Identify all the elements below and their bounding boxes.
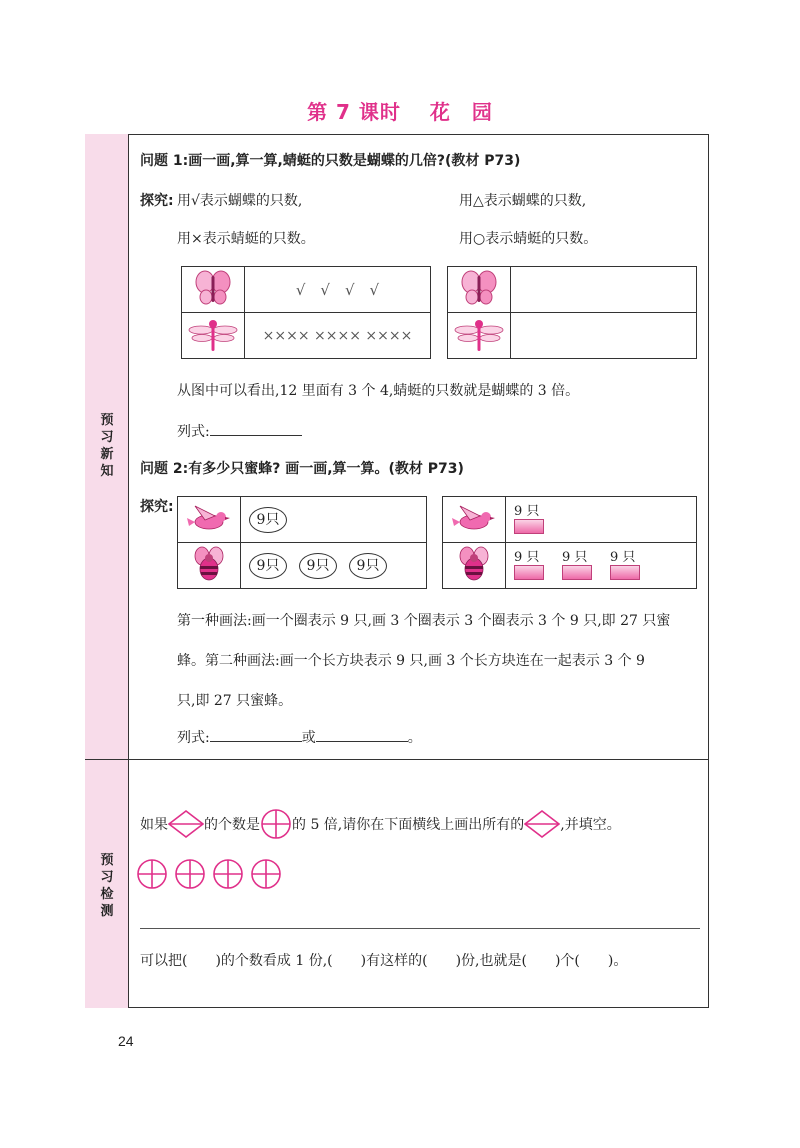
q1-answer-table	[447, 266, 697, 359]
q1-hint-checks: 用√表示蝴蝶的只数,	[177, 193, 303, 209]
oval-9: 9只	[299, 553, 337, 579]
oval-9: 9只	[249, 507, 287, 533]
drawing-line[interactable]	[140, 928, 700, 929]
q2-method-line2: 蜂。第二种画法:画一个长方块表示 9 只,画 3 个长方块连在一起表示 3 个 9	[177, 653, 645, 669]
circle-cross-icon	[174, 858, 206, 890]
bee-oval-cell	[241, 543, 427, 589]
bee-block-cell: 9 只 9 只 9 只	[506, 543, 697, 589]
triangle-drawing-area[interactable]	[511, 267, 697, 313]
bird-oval-cell	[241, 497, 427, 543]
bird-cell	[443, 497, 506, 543]
q1-hint-triangles: 用△表示蝴蝶的只数,	[459, 193, 587, 209]
oval-9: 9只	[349, 553, 387, 579]
circle-cross-icon	[136, 858, 168, 890]
block-9	[562, 565, 592, 580]
q2-formula-blank-1[interactable]	[210, 726, 302, 742]
bird-cell	[178, 497, 241, 543]
checks-cell: √ √ √ √	[245, 267, 431, 313]
page-title: 第 7 课时 花 园	[307, 100, 493, 124]
q1-formula: 列式:	[177, 420, 302, 441]
block-9	[514, 519, 544, 534]
q2-method-line1: 第一种画法:画一个圈表示 9 只,画 3 个圈表示 3 个圈表示 3 个 9 只,即 27 只蜜	[177, 613, 671, 629]
q1-hint-circles: 用○表示蜻蜓的只数。	[459, 231, 598, 247]
diamond-icon	[524, 810, 560, 838]
bird-icon	[450, 500, 498, 536]
oval-9: 9只	[249, 553, 287, 579]
dragonfly-cell	[448, 313, 511, 359]
bee-icon	[454, 544, 494, 584]
q2-formula: 列式: 或 。	[177, 726, 422, 747]
butterfly-icon	[191, 268, 235, 308]
block-9	[514, 565, 544, 580]
page-number: 24	[118, 1033, 134, 1049]
bee-cell	[178, 543, 241, 589]
circle-drawing-area[interactable]	[511, 313, 697, 359]
bird-icon	[185, 500, 233, 536]
dragonfly-cell	[182, 313, 245, 359]
butterfly-cell	[448, 267, 511, 313]
q2-circle-table	[177, 496, 427, 589]
dragonfly-icon	[188, 314, 238, 354]
section-divider	[85, 759, 709, 760]
q2-method-line3: 只,即 27 只蜜蜂。	[177, 693, 293, 709]
q1-hint-crosses: 用×表示蜻蜓的只数。	[177, 231, 315, 247]
check-question: 如果 的个数是 的 5 倍,请你在下面横线上画出所有的 ,并填空。	[140, 808, 621, 840]
q1-formula-blank[interactable]	[210, 420, 302, 436]
q2-explore-label: 探究:	[140, 499, 174, 515]
q1-example-table	[181, 266, 431, 359]
circle-cross-icon	[212, 858, 244, 890]
q1-explanation: 从图中可以看出,12 里面有 3 个 4,蜻蜓的只数就是蝴蝶的 3 倍。	[177, 383, 580, 399]
circle-cross-row	[136, 858, 282, 890]
q1-prompt: 问题 1:画一画,算一算,蜻蜓的只数是蝴蝶的几倍?(教材 P73)	[140, 153, 521, 169]
check-fill-sentence: 可以把( )的个数看成 1 份,( )有这样的( )份,也就是( )个( )。	[140, 953, 628, 969]
section-label-preview: 预 习 新 知	[100, 413, 114, 479]
q2-prompt: 问题 2:有多少只蜜蜂? 画一画,算一算。(教材 P73)	[140, 461, 464, 477]
bee-icon	[189, 544, 229, 584]
circle-cross-icon	[250, 858, 282, 890]
diamond-icon	[168, 810, 204, 838]
section-label-check: 预 习 检 测	[100, 853, 114, 919]
dragonfly-icon	[454, 314, 504, 354]
bird-block-cell: 9 只	[506, 497, 697, 543]
q2-block-table	[442, 496, 697, 589]
q1-explore-label: 探究:	[140, 193, 174, 209]
block-9	[610, 565, 640, 580]
butterfly-cell	[182, 267, 245, 313]
crosses-cell: ×××× ×××× ××××	[245, 313, 431, 359]
butterfly-icon	[457, 268, 501, 308]
q2-formula-blank-2[interactable]	[316, 726, 408, 742]
bee-cell	[443, 543, 506, 589]
circle-cross-icon	[260, 808, 292, 840]
